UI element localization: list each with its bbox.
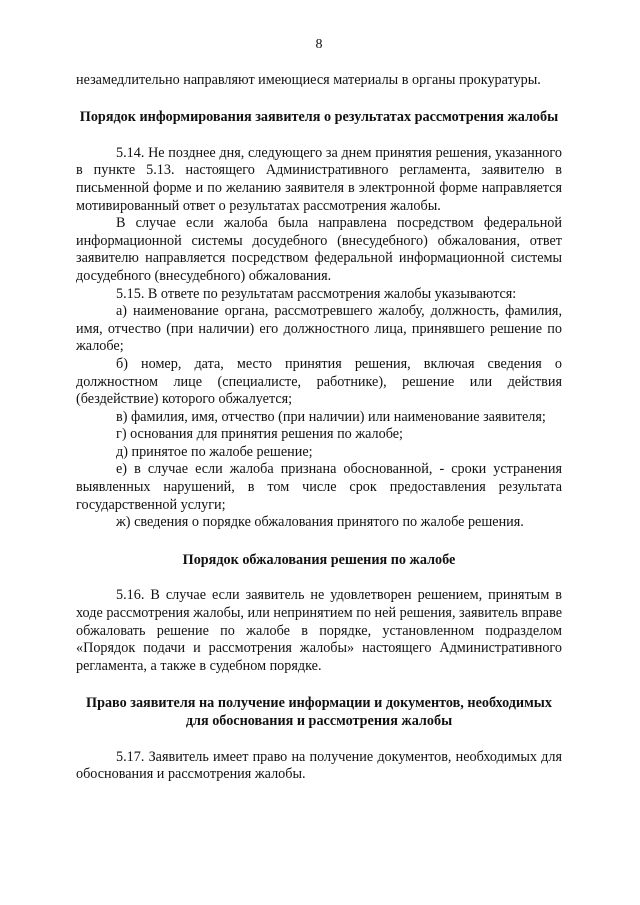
document-page <box>76 36 562 784</box>
section-right-to-information <box>76 695 562 783</box>
list-item: в) фамилия, имя, отчество (при наличии) или наименование заявителя; <box>116 408 546 425</box>
intro-paragraph: незамедлительно направляют имеющиеся материалы в органы прокуратуры. <box>76 71 541 88</box>
section-heading: Порядок информирования заявителя о результатах рассмотрения жалобы <box>79 109 559 126</box>
paragraph: 5.14. Не позднее дня, следующего за днем принятия решения, указанного в пункте 5.13. настоящего Административного регламента, заявителю в письменной форме и по желанию заявителя в электронной форме направляется мотивированный ответ о результатах рассмотрения жалобы. <box>76 144 562 214</box>
page-number: 8 <box>315 37 323 52</box>
paragraph: В случае если жалоба была направлена посредством федеральной информационной системы досудебного (внесудебного) обжалования, ответ заявителю направляется посредством федеральной информационной системы досудебного (внесудебного) обжалования. <box>76 215 562 284</box>
list-item: ж) сведения о порядке обжалования принятого по жалобе решения. <box>116 514 524 531</box>
paragraph: 5.16. В случае если заявитель не удовлетворен решением, принятым в ходе рассмотрения жалобы, или непринятием по ней решения, заявитель вправе обжаловать решение по жалобе в порядке, установленном подразделом «Порядок подачи и рассмотрения жалобы» настоящего Административного регламента, а также в судебном порядке. <box>76 587 562 674</box>
section-heading: Право заявителя на получение информации и документов, необходимых для обоснования и рассмотрения жалобы <box>86 695 552 729</box>
list-item: д) принятое по жалобе решение; <box>116 443 313 460</box>
section-heading: Порядок обжалования решения по жалобе <box>182 551 456 568</box>
section-informing <box>76 109 562 532</box>
list-item: а) наименование органа, рассмотревшего жалобу, должность, фамилия, имя, отчество (при наличии) его должностного лица, принявшего решение по жалобе; <box>76 303 562 355</box>
list-item: б) номер, дата, место принятия решения, включая сведения о должностном лице (специалисте, работнике), решение или действия (бездействие) которого обжалуется; <box>76 355 562 408</box>
section-appeal <box>76 552 562 676</box>
list-item: е) в случае если жалоба признана обоснованной, - сроки устранения выявленных нарушений, в том числе срок предоставления результата государственной услуги; <box>76 461 562 513</box>
list-item: г) основания для принятия решения по жалобе; <box>116 426 403 443</box>
paragraph: 5.17. Заявитель имеет право на получение документов, необходимых для обоснования и рассмотрения жалобы. <box>76 748 562 783</box>
paragraph: 5.15. В ответе по результатам рассмотрения жалобы указываются: <box>116 285 517 302</box>
